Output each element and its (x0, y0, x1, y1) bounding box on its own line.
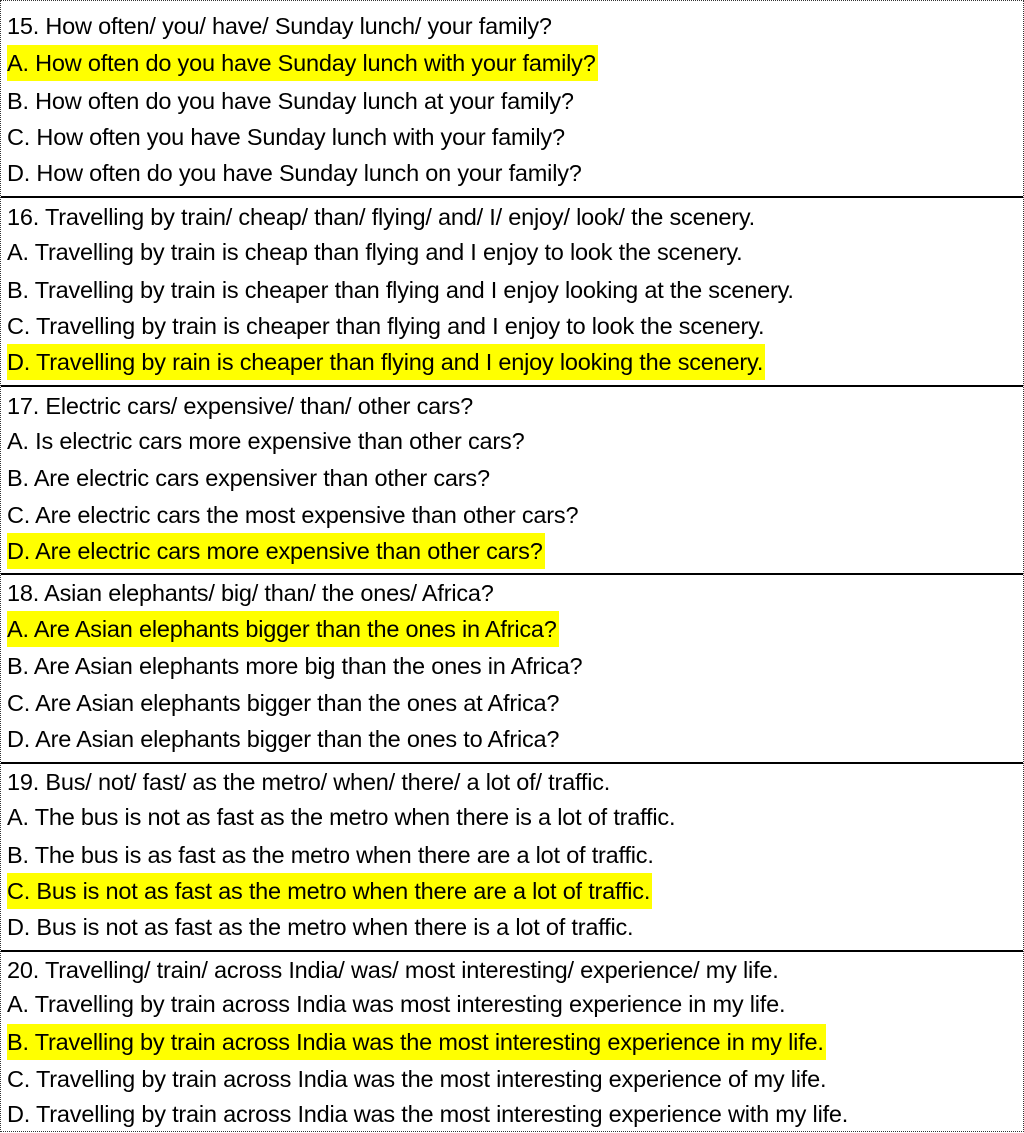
option-d: D. Are electric cars more expensive than other cars? (7, 533, 545, 569)
option-d: D. How often do you have Sunday lunch on your family? (7, 160, 582, 186)
option-b: B. Travelling by train is cheaper than flying and I enjoy looking at the scenery. (7, 277, 794, 303)
question-prompt: 15. How often/ you/ have/ Sunday lunch/ your family? (7, 13, 552, 39)
option-b: B. Are electric cars expensiver than other cars? (7, 465, 490, 491)
option-c: C. How often you have Sunday lunch with your family? (7, 124, 565, 150)
question-block-15 (1, 6, 1023, 198)
question-block-16 (1, 198, 1023, 387)
question-block-19 (1, 764, 1023, 952)
option-c: C. Bus is not as fast as the metro when there are a lot of traffic. (7, 873, 652, 909)
question-block-20 (1, 952, 1023, 1133)
question-prompt: 19. Bus/ not/ fast/ as the metro/ when/ there/ a lot of/ traffic. (7, 769, 611, 795)
option-b: B. Are Asian elephants more big than the ones in Africa? (7, 653, 583, 679)
question-prompt: 20. Travelling/ train/ across India/ was/ most interesting/ experience/ my life. (7, 957, 779, 983)
option-c: C. Are Asian elephants bigger than the ones at Africa? (7, 690, 560, 716)
question-prompt: 17. Electric cars/ expensive/ than/ other cars? (7, 393, 474, 419)
question-prompt: 18. Asian elephants/ big/ than/ the ones/ Africa? (7, 580, 494, 606)
option-a: A. Are Asian elephants bigger than the ones in Africa? (7, 611, 559, 647)
option-a: A. The bus is not as fast as the metro when there is a lot of traffic. (7, 804, 676, 830)
question-block-18 (1, 575, 1023, 764)
option-d: D. Bus is not as fast as the metro when there is a lot of traffic. (7, 914, 634, 940)
option-c: C. Are electric cars the most expensive than other cars? (7, 502, 579, 528)
question-block-17 (1, 387, 1023, 575)
option-d: D. Travelling by rain is cheaper than flying and I enjoy looking the scenery. (7, 344, 765, 380)
option-b: B. The bus is as fast as the metro when there are a lot of traffic. (7, 842, 654, 868)
option-b: B. Travelling by train across India was the most interesting experience in my life. (7, 1024, 826, 1060)
option-a: A. How often do you have Sunday lunch with your family? (7, 45, 598, 81)
option-c: C. Travelling by train across India was the most interesting experience of my life. (7, 1066, 827, 1092)
question-prompt: 16. Travelling by train/ cheap/ than/ flying/ and/ I/ enjoy/ look/ the scenery. (7, 204, 755, 230)
option-a: A. Travelling by train is cheap than flying and I enjoy to look the scenery. (7, 239, 743, 265)
option-b: B. How often do you have Sunday lunch at your family? (7, 88, 574, 114)
option-d: D. Travelling by train across India was the most interesting experience with my life. (7, 1101, 849, 1127)
option-a: A. Is electric cars more expensive than other cars? (7, 428, 525, 454)
option-d: D. Are Asian elephants bigger than the ones to Africa? (7, 726, 560, 752)
option-a: A. Travelling by train across India was most interesting experience in my life. (7, 991, 786, 1017)
option-c: C. Travelling by train is cheaper than flying and I enjoy to look the scenery. (7, 313, 765, 339)
